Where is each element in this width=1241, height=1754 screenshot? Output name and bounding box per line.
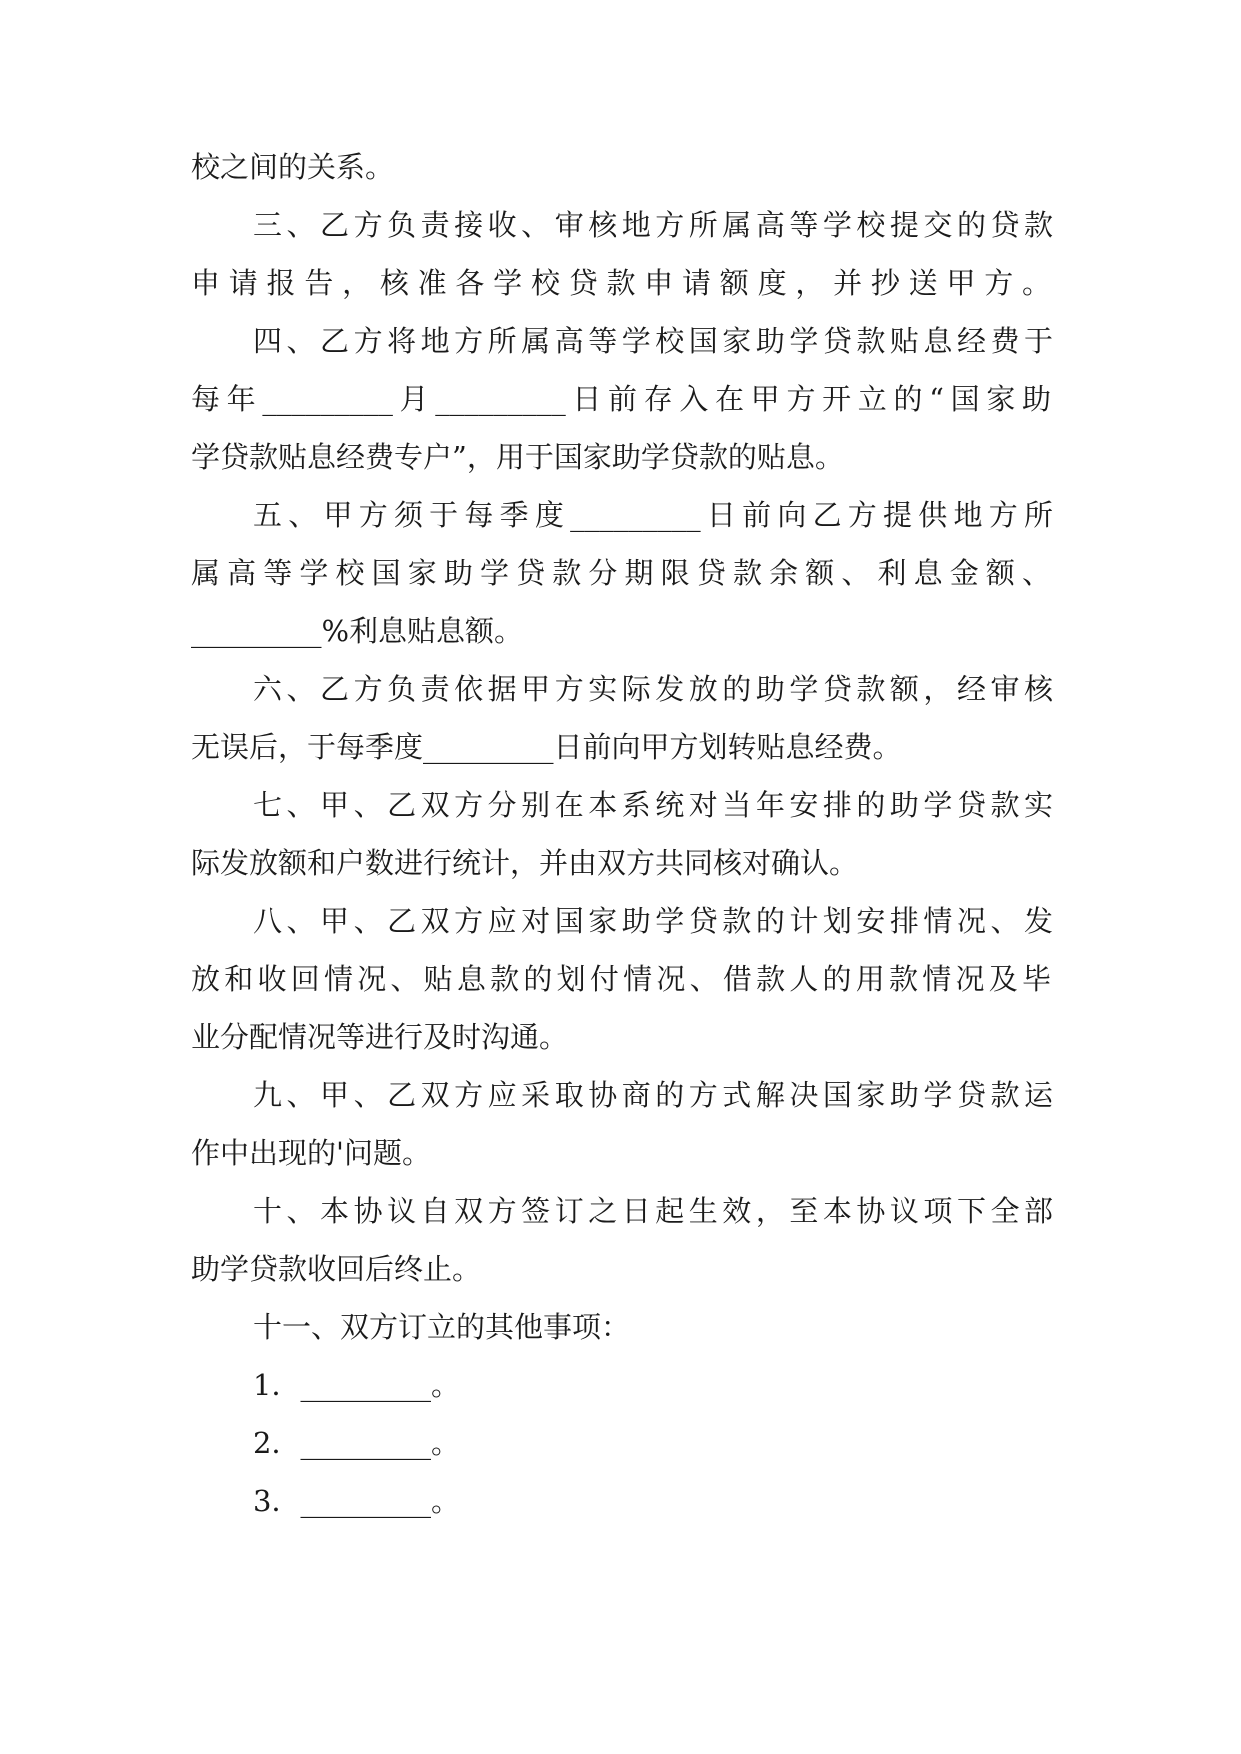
text-line: 学贷款贴息经费专户”，用于国家助学贷款的贴息。 <box>191 440 844 474</box>
list-item: 1．_________。 <box>253 1368 460 1402</box>
clause-9: 九、甲、乙双方应采取协商的方式解决国家助学贷款运 <box>253 1078 1053 1112</box>
clause-4: 四、乙方将地方所属高等学校国家助学贷款贴息经费于 <box>253 324 1053 358</box>
clause-11: 十一、双方订立的其他事项： <box>253 1310 631 1344</box>
clause-3: 三、乙方负责接收、审核地方所属高等学校提交的贷款 <box>253 208 1053 242</box>
text-line: 作中出现的'问题。 <box>191 1136 431 1170</box>
clause-5: 五、甲方须于每季度_________日前向乙方提供地方所 <box>253 498 1053 532</box>
text-line: 际发放额和户数进行统计，并由双方共同核对确认。 <box>191 846 859 880</box>
clause-10: 十、本协议自双方签订之日起生效，至本协议项下全部 <box>253 1194 1053 1228</box>
text-line: 放和收回情况、贴息款的划付情况、借款人的用款情况及毕 <box>191 962 1051 996</box>
text-line: 无误后，于每季度_________日前向甲方划转贴息经费。 <box>191 730 902 764</box>
text-line: 申请报告，核准各学校贷款申请额度，并抄送甲方。 <box>191 266 1051 300</box>
clause-7: 七、甲、乙双方分别在本系统对当年安排的助学贷款实 <box>253 788 1053 822</box>
text-line: 校之间的关系。 <box>191 150 395 184</box>
text-line: 业分配情况等进行及时沟通。 <box>191 1020 569 1054</box>
list-item: 3．_________。 <box>253 1484 460 1518</box>
text-line: 每年_________月_________日前存入在甲方开立的“国家助 <box>191 382 1051 416</box>
text-line: 助学贷款收回后终止。 <box>191 1252 482 1286</box>
clause-8: 八、甲、乙双方应对国家助学贷款的计划安排情况、发 <box>253 904 1053 938</box>
text-line: _________%利息贴息额。 <box>191 614 524 648</box>
text-line: 属高等学校国家助学贷款分期限贷款余额、利息金额、 <box>191 556 1051 590</box>
list-item: 2．_________。 <box>253 1426 460 1460</box>
clause-6: 六、乙方负责依据甲方实际发放的助学贷款额，经审核 <box>253 672 1053 706</box>
